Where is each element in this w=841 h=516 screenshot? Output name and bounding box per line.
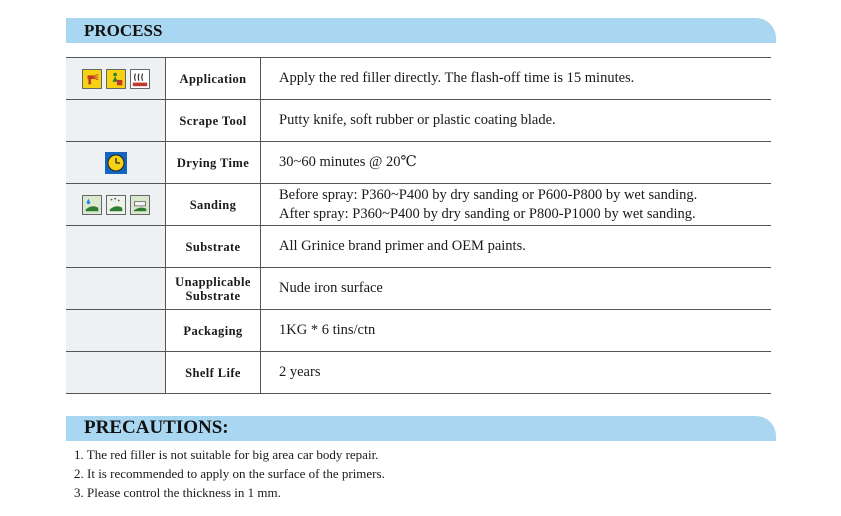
spray-gun-icon <box>82 69 102 89</box>
hand-sanding-icon <box>130 195 150 215</box>
value-line: After spray: P360~P400 by dry sanding or P800-P1000 by wet sanding. <box>279 205 696 222</box>
icon-cell <box>66 268 166 309</box>
value-line: Apply the red filler directly. The flash-off time is 15 minutes. <box>279 70 635 86</box>
value-line: Before spray: P360~P400 by dry sanding or P600-P800 by wet sanding. <box>279 186 698 203</box>
icon-cell <box>66 142 166 183</box>
value-line: All Grinice brand primer and OEM paints. <box>279 238 526 254</box>
process-banner <box>66 18 776 43</box>
table-row-shelf-life <box>66 352 771 394</box>
row-label: Packaging <box>166 310 261 351</box>
table-row-substrate <box>66 226 771 268</box>
value-line: 30~60 minutes @ 20℃ <box>279 154 417 170</box>
process-table <box>66 57 771 394</box>
row-label: Shelf Life <box>166 352 261 393</box>
value-line: Putty knife, soft rubber or plastic coating blade. <box>279 112 556 128</box>
table-row-drying-time <box>66 142 771 184</box>
row-value <box>261 184 771 225</box>
value-line: 1KG * 6 tins/ctn <box>279 322 376 338</box>
icon-cell <box>66 352 166 393</box>
row-label: Application <box>166 58 261 99</box>
row-value <box>261 100 771 141</box>
row-label: Unapplicable Substrate <box>166 268 261 309</box>
list-item: 2. It is recommended to apply on the surface of the primers. <box>74 466 385 481</box>
dry-sanding-icon <box>106 195 126 215</box>
row-label: Scrape Tool <box>166 100 261 141</box>
paint-mixing-icon <box>106 69 126 89</box>
table-row-scrape-tool <box>66 100 771 142</box>
row-value <box>261 58 771 99</box>
flash-off-heat-icon <box>130 69 150 89</box>
row-value <box>261 142 771 183</box>
row-label: Substrate <box>166 226 261 267</box>
row-label: Sanding <box>166 184 261 225</box>
row-label: Drying Time <box>166 142 261 183</box>
row-value <box>261 226 771 267</box>
clock-icon <box>105 152 127 174</box>
list-item: 3. Please control the thickness in 1 mm. <box>74 485 281 500</box>
icon-cell <box>66 100 166 141</box>
row-value <box>261 310 771 351</box>
table-row-packaging <box>66 310 771 352</box>
icon-cell <box>66 58 166 99</box>
icon-cell <box>66 310 166 351</box>
list-item: 1. The red filler is not suitable for big area car body repair. <box>74 447 379 462</box>
process-title: PROCESS <box>84 21 163 40</box>
value-line: 2 years <box>279 364 321 380</box>
icon-cell <box>66 184 166 225</box>
icon-cell <box>66 226 166 267</box>
table-row-application <box>66 58 771 100</box>
wet-sanding-icon <box>82 195 102 215</box>
precautions-title: PRECAUTIONS: <box>84 417 229 438</box>
row-value <box>261 352 771 393</box>
value-line: Nude iron surface <box>279 280 383 296</box>
table-row-sanding <box>66 184 771 226</box>
table-row-unapplicable-substrate <box>66 268 771 310</box>
row-value <box>261 268 771 309</box>
precautions-banner <box>66 416 776 441</box>
precautions-list <box>74 445 385 502</box>
